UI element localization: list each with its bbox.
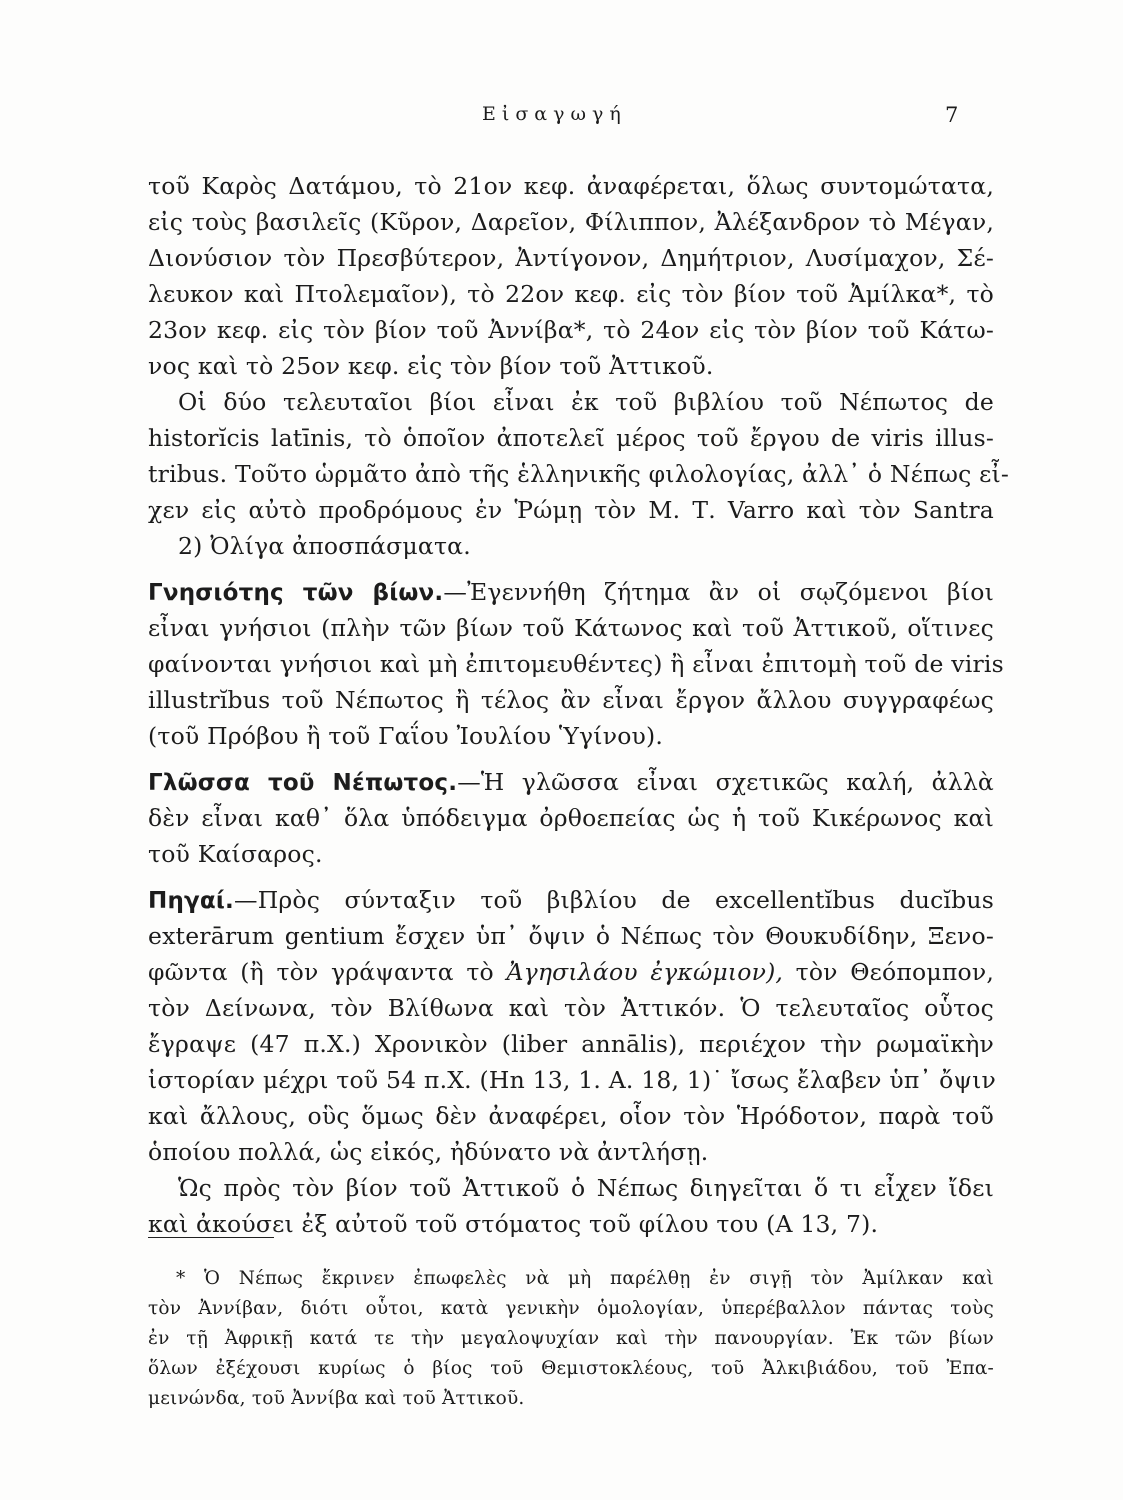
text-line: εἰς τοὺς βασιλεῖς (Κῦρον, Δαρεῖον, Φίλιππον, Ἀλέξανδρον τὸ Μέγαν, [148, 208, 994, 236]
text-line: τοῦ Καίσαρος. [148, 840, 323, 868]
text-line [148, 764, 994, 800]
text-line: χεν εἰς αὐτὸ προδρόμους ἐν Ῥώμῃ τὸν Μ. Τ. Varro καὶ τὸν Santra [148, 496, 994, 524]
running-head [0, 103, 1123, 133]
text-line: ἱστορίαν μέχρι τοῦ 54 π.Χ. (Hn 13, 1. A. 18, 1)˙ ἴσως ἔλαβεν ὑπ᾽ ὄψιν [148, 1066, 996, 1094]
footnote-line: μεινώνδα, τοῦ Ἀννίβα καὶ τοῦ Ἀττικοῦ. [148, 1388, 525, 1409]
footnotes [148, 1264, 994, 1414]
footnote-line: ὅλων ἐξέχουσι κυρίως ὁ βίος τοῦ Θεμιστοκλέους, τοῦ Ἀλκιβιάδου, τοῦ Ἐπα- [148, 1358, 994, 1379]
text-line: καὶ ἀκούσει ἐξ αὐτοῦ τοῦ στόματος τοῦ φίλου του (A 13, 7). [148, 1210, 879, 1238]
text-line: historĭcis latīnis, τὸ ὁποῖον ἀποτελεῖ μέρος τοῦ ἔργου de viris illus- [148, 424, 994, 452]
paragraph-lives-list [148, 168, 994, 384]
section-heading-sources: Πηγαί. [148, 888, 234, 914]
text-line: 23ον κεφ. εἰς τὸν βίον τοῦ Ἀννίβα*, τὸ 24ον εἰς τὸν βίον τοῦ Κάτω- [148, 316, 994, 344]
text-line: illustrĭbus τοῦ Νέπωτος ἢ τέλος ἂν εἶναι ἔργον ἄλλου συγγραφέως [148, 686, 994, 714]
text-run: —Πρὸς σύνταξιν τοῦ βιβλίου de excellentĭbus ducĭbus [234, 886, 994, 914]
text-line: 2) Ὀλίγα ἀποσπάσματα. [178, 532, 471, 560]
text-line: φαίνονται γνήσιοι καὶ μὴ ἐπιτομευθέντες) ἢ εἶναι ἐπιτομὴ τοῦ de viris [148, 650, 1004, 678]
footnote-line: * Ὁ Νέπως ἔκρινεν ἐπωφελὲς νὰ μὴ παρέλθῃ ἐν σιγῇ τὸν Ἀμίλκαν καὶ [176, 1268, 994, 1289]
text-line: Διονύσιον τὸν Πρεσβύτερον, Ἀντίγονον, Δημήτριον, Λυσίμαχον, Σέ- [148, 244, 994, 272]
footnote-line: ἐν τῇ Ἀφρικῇ κατά τε τὴν μεγαλοψυχίαν καὶ τὴν πανουργίαν. Ἐκ τῶν βίων [148, 1328, 994, 1349]
text-line: τοῦ Καρὸς Δατάμου, τὸ 21ον κεφ. ἀναφέρεται, ὅλως συντομώτατα, [148, 172, 994, 200]
text-line: ἔγραψε (47 π.Χ.) Χρονικὸν (liber annālis), περιέχον τὴν ρωμαϊκὴν [148, 1030, 994, 1058]
text-line: ὁποίου πολλά, ὡς εἰκός, ἠδύνατο νὰ ἀντλήσῃ. [148, 1138, 709, 1166]
paragraph-fragments [148, 528, 994, 564]
section-heading-language: Γλῶσσα τοῦ Νέπωτος. [148, 770, 458, 796]
footnote-rule [148, 1237, 274, 1238]
text-line: καὶ ἄλλους, οὓς ὅμως δὲν ἀναφέρει, οἷον τὸν Ἡρόδοτον, παρὰ τοῦ [148, 1102, 994, 1130]
section-language [148, 764, 994, 872]
body-text [148, 168, 1010, 1242]
text-run: —Ἐγεννήθη ζήτημα ἂν οἱ σῳζόμενοι βίοι [443, 578, 995, 606]
text-line: νος καὶ τὸ 25ον κεφ. εἰς τὸν βίον τοῦ Ἀττικοῦ. [148, 352, 714, 380]
text-line: tribus. Τοῦτο ὡρμᾶτο ἀπὸ τῆς ἑλληνικῆς φιλολογίας, ἀλλ᾽ ὁ Νέπως εἶ- [148, 460, 1010, 488]
text-line: Οἱ δύο τελευταῖοι βίοι εἶναι ἐκ τοῦ βιβλίου τοῦ Νέπωτος de [178, 388, 994, 416]
paragraph-atticus [148, 1170, 994, 1242]
text-line: exterārum gentium ἔσχεν ὑπ᾽ ὄψιν ὁ Νέπως τὸν Θουκυδίδην, Ξενο- [148, 922, 994, 950]
text-line: Ὡς πρὸς τὸν βίον τοῦ Ἀττικοῦ ὁ Νέπως διηγεῖται ὅ τι εἶχεν ἴδει [178, 1174, 994, 1202]
section-sources [148, 882, 994, 1170]
text-line: λευκον καὶ Πτολεμαῖον), τὸ 22ον κεφ. εἰς τὸν βίον τοῦ Ἀμίλκα*, τὸ [148, 280, 994, 308]
text-line: τὸν Δείνωνα, τὸν Βλίθωνα καὶ τὸν Ἀττικόν. Ὁ τελευταῖος οὗτος [148, 994, 994, 1022]
text-line: (τοῦ Πρόβου ἢ τοῦ Γαΐου Ἰουλίου Ὑγίνου). [148, 722, 664, 750]
footnote-line: τὸν Ἀννίβαν, διότι οὗτοι, κατὰ γενικὴν ὁμολογίαν, ὑπερέβαλλον πάντας τοὺς [148, 1298, 994, 1319]
italic-title: Ἀγησιλάου ἐγκώμιον), [506, 958, 784, 986]
text-line [148, 954, 994, 990]
page-number: 7 [945, 103, 959, 127]
text-run: φῶντα (ἢ τὸν γράψαντα τὸ [148, 958, 507, 986]
paragraph-last-two-lives [148, 384, 1010, 528]
text-line: δὲν εἶναι καθ᾽ ὅλα ὑπόδειγμα ὀρθοεπείας ὡς ἡ τοῦ Κικέρωνος καὶ [148, 804, 994, 832]
running-title: Εἰσαγωγή [482, 103, 627, 125]
text-run: —Ἡ γλῶσσα εἶναι σχετικῶς καλή, ἀλλὰ [457, 768, 994, 796]
section-authenticity [148, 574, 1004, 754]
text-line: εἶναι γνήσιοι (πλὴν τῶν βίων τοῦ Κάτωνος καὶ τοῦ Ἀττικοῦ, οἵτινες [148, 614, 994, 642]
text-run: τὸν Θεόπομπον, [783, 958, 995, 986]
text-line [148, 574, 994, 610]
text-line [148, 882, 994, 918]
section-heading-authenticity: Γνησιότης τῶν βίων. [148, 580, 444, 606]
